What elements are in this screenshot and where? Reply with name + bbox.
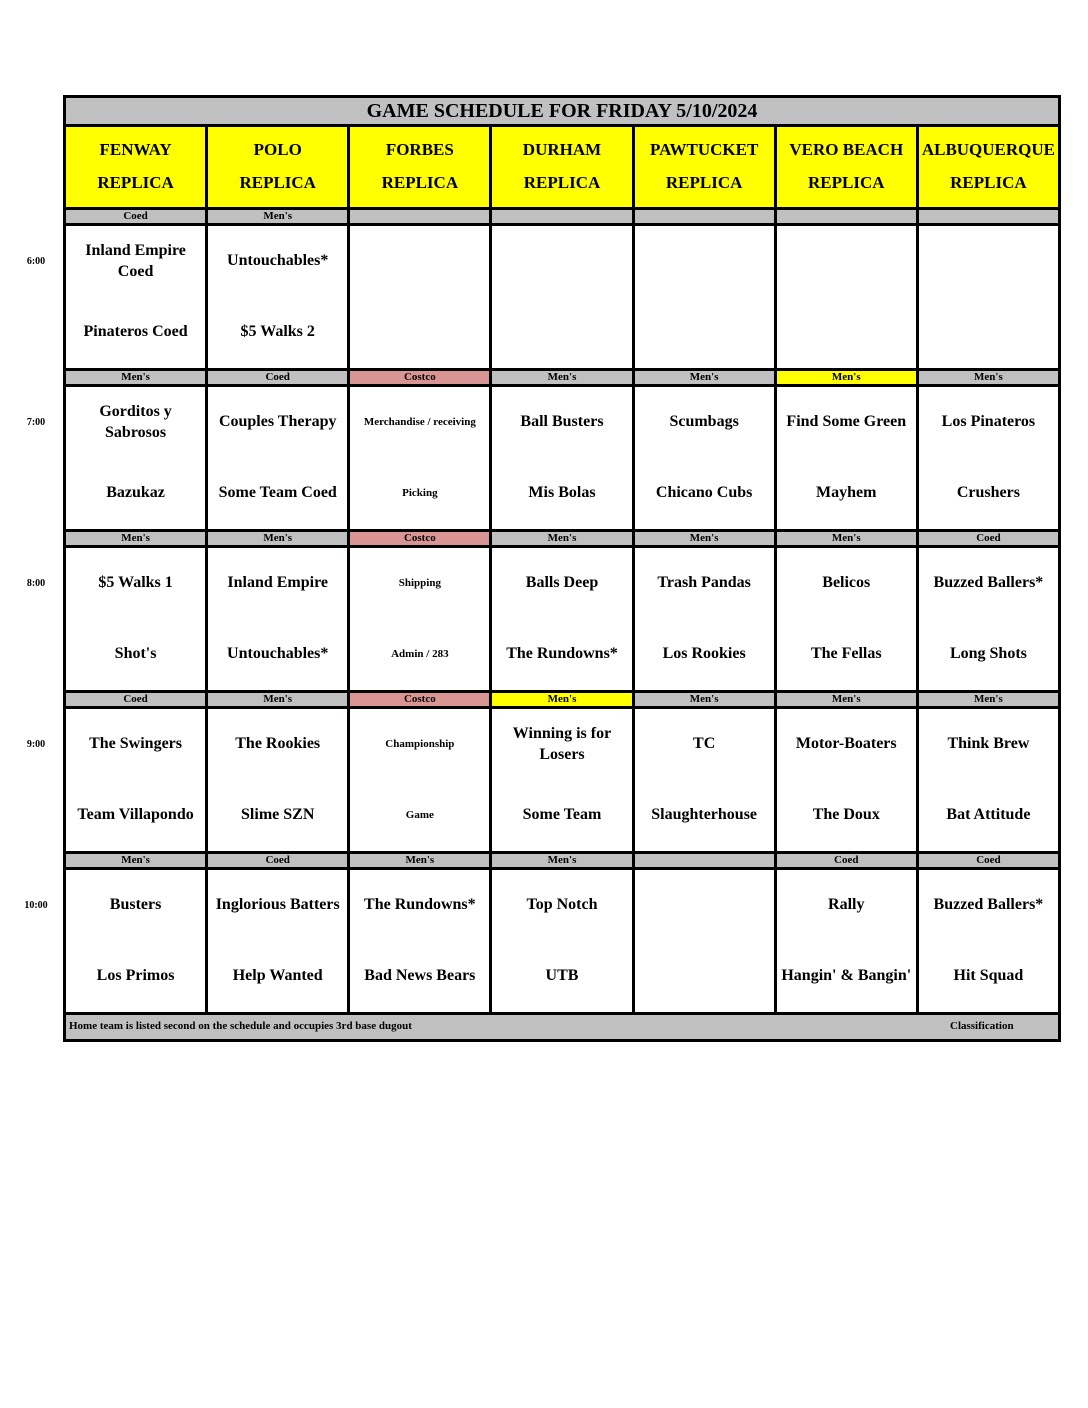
away-team: Shipping bbox=[398, 577, 441, 590]
classification-cell: Men's bbox=[65, 531, 207, 547]
time-label: 6:00 bbox=[26, 255, 46, 267]
field-subtitle: REPLICA bbox=[239, 173, 316, 192]
field-venue: DURHAM bbox=[522, 140, 602, 160]
away-team: Find Some Green bbox=[786, 413, 907, 431]
field-venue: ALBUQUERQUE bbox=[921, 140, 1056, 160]
classification-cell: Costco bbox=[349, 370, 491, 386]
away-team: Buzzed Ballers* bbox=[933, 896, 1044, 914]
away-team bbox=[492, 226, 631, 297]
game-cell bbox=[775, 225, 917, 370]
home-team: Team Villapondo bbox=[77, 806, 194, 824]
away-team: Couples Therapy bbox=[218, 413, 337, 431]
away-team: Untouchables* bbox=[227, 252, 329, 270]
away-team: Belicos bbox=[822, 574, 871, 592]
home-team: Slaughterhouse bbox=[651, 806, 758, 824]
game-cell bbox=[207, 708, 349, 853]
classification-cell bbox=[775, 209, 917, 225]
game-cell bbox=[775, 708, 917, 853]
game-row bbox=[65, 708, 1060, 853]
away-team: Rally bbox=[828, 896, 865, 914]
schedule-title: GAME SCHEDULE FOR FRIDAY 5/10/2024 bbox=[65, 97, 1060, 126]
home-team: Some Team Coed bbox=[218, 484, 337, 502]
classification-cell bbox=[349, 209, 491, 225]
field-venue: POLO bbox=[253, 140, 302, 160]
home-team: Hangin' & Bangin' bbox=[781, 967, 912, 985]
game-cell bbox=[917, 225, 1059, 370]
game-cell bbox=[775, 547, 917, 692]
classification-cell: Men's bbox=[633, 531, 775, 547]
classification-cell: Men's bbox=[917, 692, 1059, 708]
home-team: The Fellas bbox=[810, 645, 882, 663]
away-team bbox=[350, 226, 489, 297]
game-cell bbox=[633, 869, 775, 1014]
time-label: 8:00 bbox=[26, 577, 46, 589]
game-cell bbox=[65, 708, 207, 853]
classification-cell: Men's bbox=[65, 370, 207, 386]
classification-cell: Men's bbox=[775, 531, 917, 547]
game-cell bbox=[207, 386, 349, 531]
home-team bbox=[635, 941, 774, 1012]
classification-cell: Men's bbox=[633, 370, 775, 386]
field-venue: FENWAY bbox=[99, 140, 172, 160]
away-team: Championship bbox=[385, 738, 455, 751]
away-team: Inglorious Batters bbox=[215, 896, 340, 914]
home-team: Bazukaz bbox=[106, 484, 165, 502]
away-team: Ball Busters bbox=[520, 413, 604, 431]
classification-cell: Men's bbox=[207, 692, 349, 708]
game-cell bbox=[207, 547, 349, 692]
game-cell bbox=[917, 386, 1059, 531]
game-cell bbox=[349, 386, 491, 531]
classification-cell: Coed bbox=[775, 853, 917, 869]
home-team: Help Wanted bbox=[232, 967, 323, 985]
classification-cell bbox=[491, 209, 633, 225]
time-label: 7:00 bbox=[26, 416, 46, 428]
time-label: 10:00 bbox=[24, 899, 48, 911]
game-cell bbox=[633, 225, 775, 370]
field-venue: VERO BEACH bbox=[789, 140, 904, 160]
away-team: The Rookies bbox=[235, 735, 321, 753]
away-team: Winning is for Losers bbox=[512, 724, 612, 763]
classification-cell: Men's bbox=[775, 370, 917, 386]
home-team: Bad News Bears bbox=[364, 967, 476, 985]
away-team: The Rundowns* bbox=[364, 896, 476, 914]
footer-cell bbox=[65, 1014, 1060, 1041]
game-cell bbox=[917, 869, 1059, 1014]
field-header bbox=[917, 126, 1059, 209]
field-header bbox=[491, 126, 633, 209]
away-team bbox=[919, 226, 1058, 297]
game-row bbox=[65, 869, 1060, 1014]
field-subtitle: REPLICA bbox=[950, 173, 1027, 192]
game-cell bbox=[491, 547, 633, 692]
field-header bbox=[207, 126, 349, 209]
game-cell bbox=[633, 547, 775, 692]
game-cell bbox=[207, 869, 349, 1014]
home-team-note: Home team is listed second on the schedule and occupies 3rd base dugout bbox=[69, 1020, 412, 1032]
field-header bbox=[349, 126, 491, 209]
classification-cell: Coed bbox=[207, 370, 349, 386]
field-subtitle: REPLICA bbox=[97, 173, 174, 192]
home-team: $5 Walks 2 bbox=[240, 323, 315, 341]
classification-cell: Men's bbox=[491, 531, 633, 547]
field-header bbox=[775, 126, 917, 209]
home-team: Untouchables* bbox=[227, 645, 329, 663]
game-cell bbox=[491, 225, 633, 370]
away-team: Motor-Boaters bbox=[795, 735, 897, 753]
game-cell bbox=[349, 225, 491, 370]
away-team: Gorditos y Sabrosos bbox=[99, 402, 172, 441]
classification-cell: Men's bbox=[491, 853, 633, 869]
classification-cell: Men's bbox=[775, 692, 917, 708]
field-header bbox=[633, 126, 775, 209]
home-team: The Rundowns* bbox=[506, 645, 618, 663]
home-team: Admin / 283 bbox=[391, 648, 449, 661]
classification-cell: Costco bbox=[349, 692, 491, 708]
home-team: Game bbox=[405, 809, 434, 822]
game-cell bbox=[491, 708, 633, 853]
classification-row bbox=[65, 692, 1060, 708]
game-cell bbox=[775, 386, 917, 531]
game-cell bbox=[633, 386, 775, 531]
field-venue: FORBES bbox=[385, 140, 454, 160]
away-team: Merchandise / receiving bbox=[363, 416, 476, 429]
away-team: Top Notch bbox=[526, 896, 598, 914]
away-team: Trash Pandas bbox=[657, 574, 751, 592]
time-label: 9:00 bbox=[26, 738, 46, 750]
schedule-table bbox=[63, 95, 1061, 1042]
home-team: The Doux bbox=[812, 806, 880, 824]
field-header-row bbox=[65, 126, 1060, 209]
classification-cell: Men's bbox=[633, 692, 775, 708]
classification-cell bbox=[633, 853, 775, 869]
footer-row bbox=[65, 1014, 1060, 1041]
classification-cell: Men's bbox=[207, 209, 349, 225]
field-subtitle: REPLICA bbox=[381, 173, 459, 192]
home-team: Los Rookies bbox=[662, 645, 746, 663]
classification-cell: Men's bbox=[349, 853, 491, 869]
classification-cell bbox=[633, 209, 775, 225]
game-cell bbox=[491, 869, 633, 1014]
classification-cell bbox=[917, 209, 1059, 225]
field-venue: PAWTUCKET bbox=[649, 140, 759, 160]
away-team bbox=[635, 870, 774, 941]
home-team bbox=[492, 297, 631, 368]
classification-legend: Classification bbox=[950, 1020, 1014, 1032]
game-cell bbox=[633, 708, 775, 853]
classification-cell: Coed bbox=[65, 209, 207, 225]
home-team: UTB bbox=[545, 967, 579, 985]
game-cell bbox=[349, 708, 491, 853]
field-header bbox=[65, 126, 207, 209]
game-cell bbox=[349, 869, 491, 1014]
game-cell bbox=[65, 225, 207, 370]
field-subtitle: REPLICA bbox=[665, 173, 743, 192]
home-team bbox=[635, 297, 774, 368]
classification-cell: Men's bbox=[917, 370, 1059, 386]
home-team: Picking bbox=[402, 487, 438, 500]
home-team: Chicano Cubs bbox=[655, 484, 753, 502]
game-cell bbox=[65, 869, 207, 1014]
classification-row bbox=[65, 370, 1060, 386]
game-cell bbox=[775, 869, 917, 1014]
classification-row bbox=[65, 209, 1060, 225]
away-team: Buzzed Ballers* bbox=[933, 574, 1044, 592]
classification-cell: Coed bbox=[917, 531, 1059, 547]
classification-row bbox=[65, 531, 1060, 547]
home-team bbox=[350, 297, 489, 368]
classification-cell: Coed bbox=[917, 853, 1059, 869]
game-cell bbox=[207, 225, 349, 370]
home-team: Some Team bbox=[522, 806, 602, 824]
classification-cell: Coed bbox=[207, 853, 349, 869]
away-team: Inland Empire bbox=[227, 574, 329, 592]
away-team: Inland Empire Coed bbox=[85, 241, 186, 280]
home-team bbox=[777, 297, 916, 368]
home-team: Hit Squad bbox=[953, 967, 1024, 985]
classification-cell: Men's bbox=[207, 531, 349, 547]
game-row bbox=[65, 225, 1060, 370]
classification-cell: Men's bbox=[491, 692, 633, 708]
field-subtitle: REPLICA bbox=[808, 173, 885, 192]
away-team: $5 Walks 1 bbox=[98, 574, 173, 592]
game-cell bbox=[917, 547, 1059, 692]
home-team: Los Primos bbox=[96, 967, 175, 985]
home-team: Long Shots bbox=[949, 645, 1027, 663]
away-team: TC bbox=[693, 735, 716, 753]
home-team bbox=[919, 297, 1058, 368]
classification-row bbox=[65, 853, 1060, 869]
classification-cell: Men's bbox=[491, 370, 633, 386]
game-cell bbox=[491, 386, 633, 531]
home-team: Bat Attitude bbox=[946, 806, 1031, 824]
away-team: Scumbags bbox=[669, 413, 739, 431]
classification-cell: Men's bbox=[65, 853, 207, 869]
home-team: Pinateros Coed bbox=[83, 323, 188, 341]
home-team: Shot's bbox=[114, 645, 157, 663]
home-team: Mis Bolas bbox=[528, 484, 596, 502]
away-team: Think Brew bbox=[947, 735, 1030, 753]
game-cell bbox=[917, 708, 1059, 853]
classification-cell: Coed bbox=[65, 692, 207, 708]
away-team: The Swingers bbox=[89, 735, 183, 753]
game-cell bbox=[349, 547, 491, 692]
game-cell bbox=[65, 386, 207, 531]
field-subtitle: REPLICA bbox=[523, 173, 601, 192]
away-team: Busters bbox=[109, 896, 162, 914]
game-cell bbox=[65, 547, 207, 692]
home-team: Slime SZN bbox=[241, 806, 315, 824]
game-row bbox=[65, 386, 1060, 531]
away-team: Balls Deep bbox=[525, 574, 599, 592]
home-team: Crushers bbox=[956, 484, 1020, 502]
classification-cell: Costco bbox=[349, 531, 491, 547]
away-team: Los Pinateros bbox=[941, 413, 1036, 431]
game-row bbox=[65, 547, 1060, 692]
away-team bbox=[635, 226, 774, 297]
home-team: Mayhem bbox=[816, 484, 877, 502]
away-team bbox=[777, 226, 916, 297]
